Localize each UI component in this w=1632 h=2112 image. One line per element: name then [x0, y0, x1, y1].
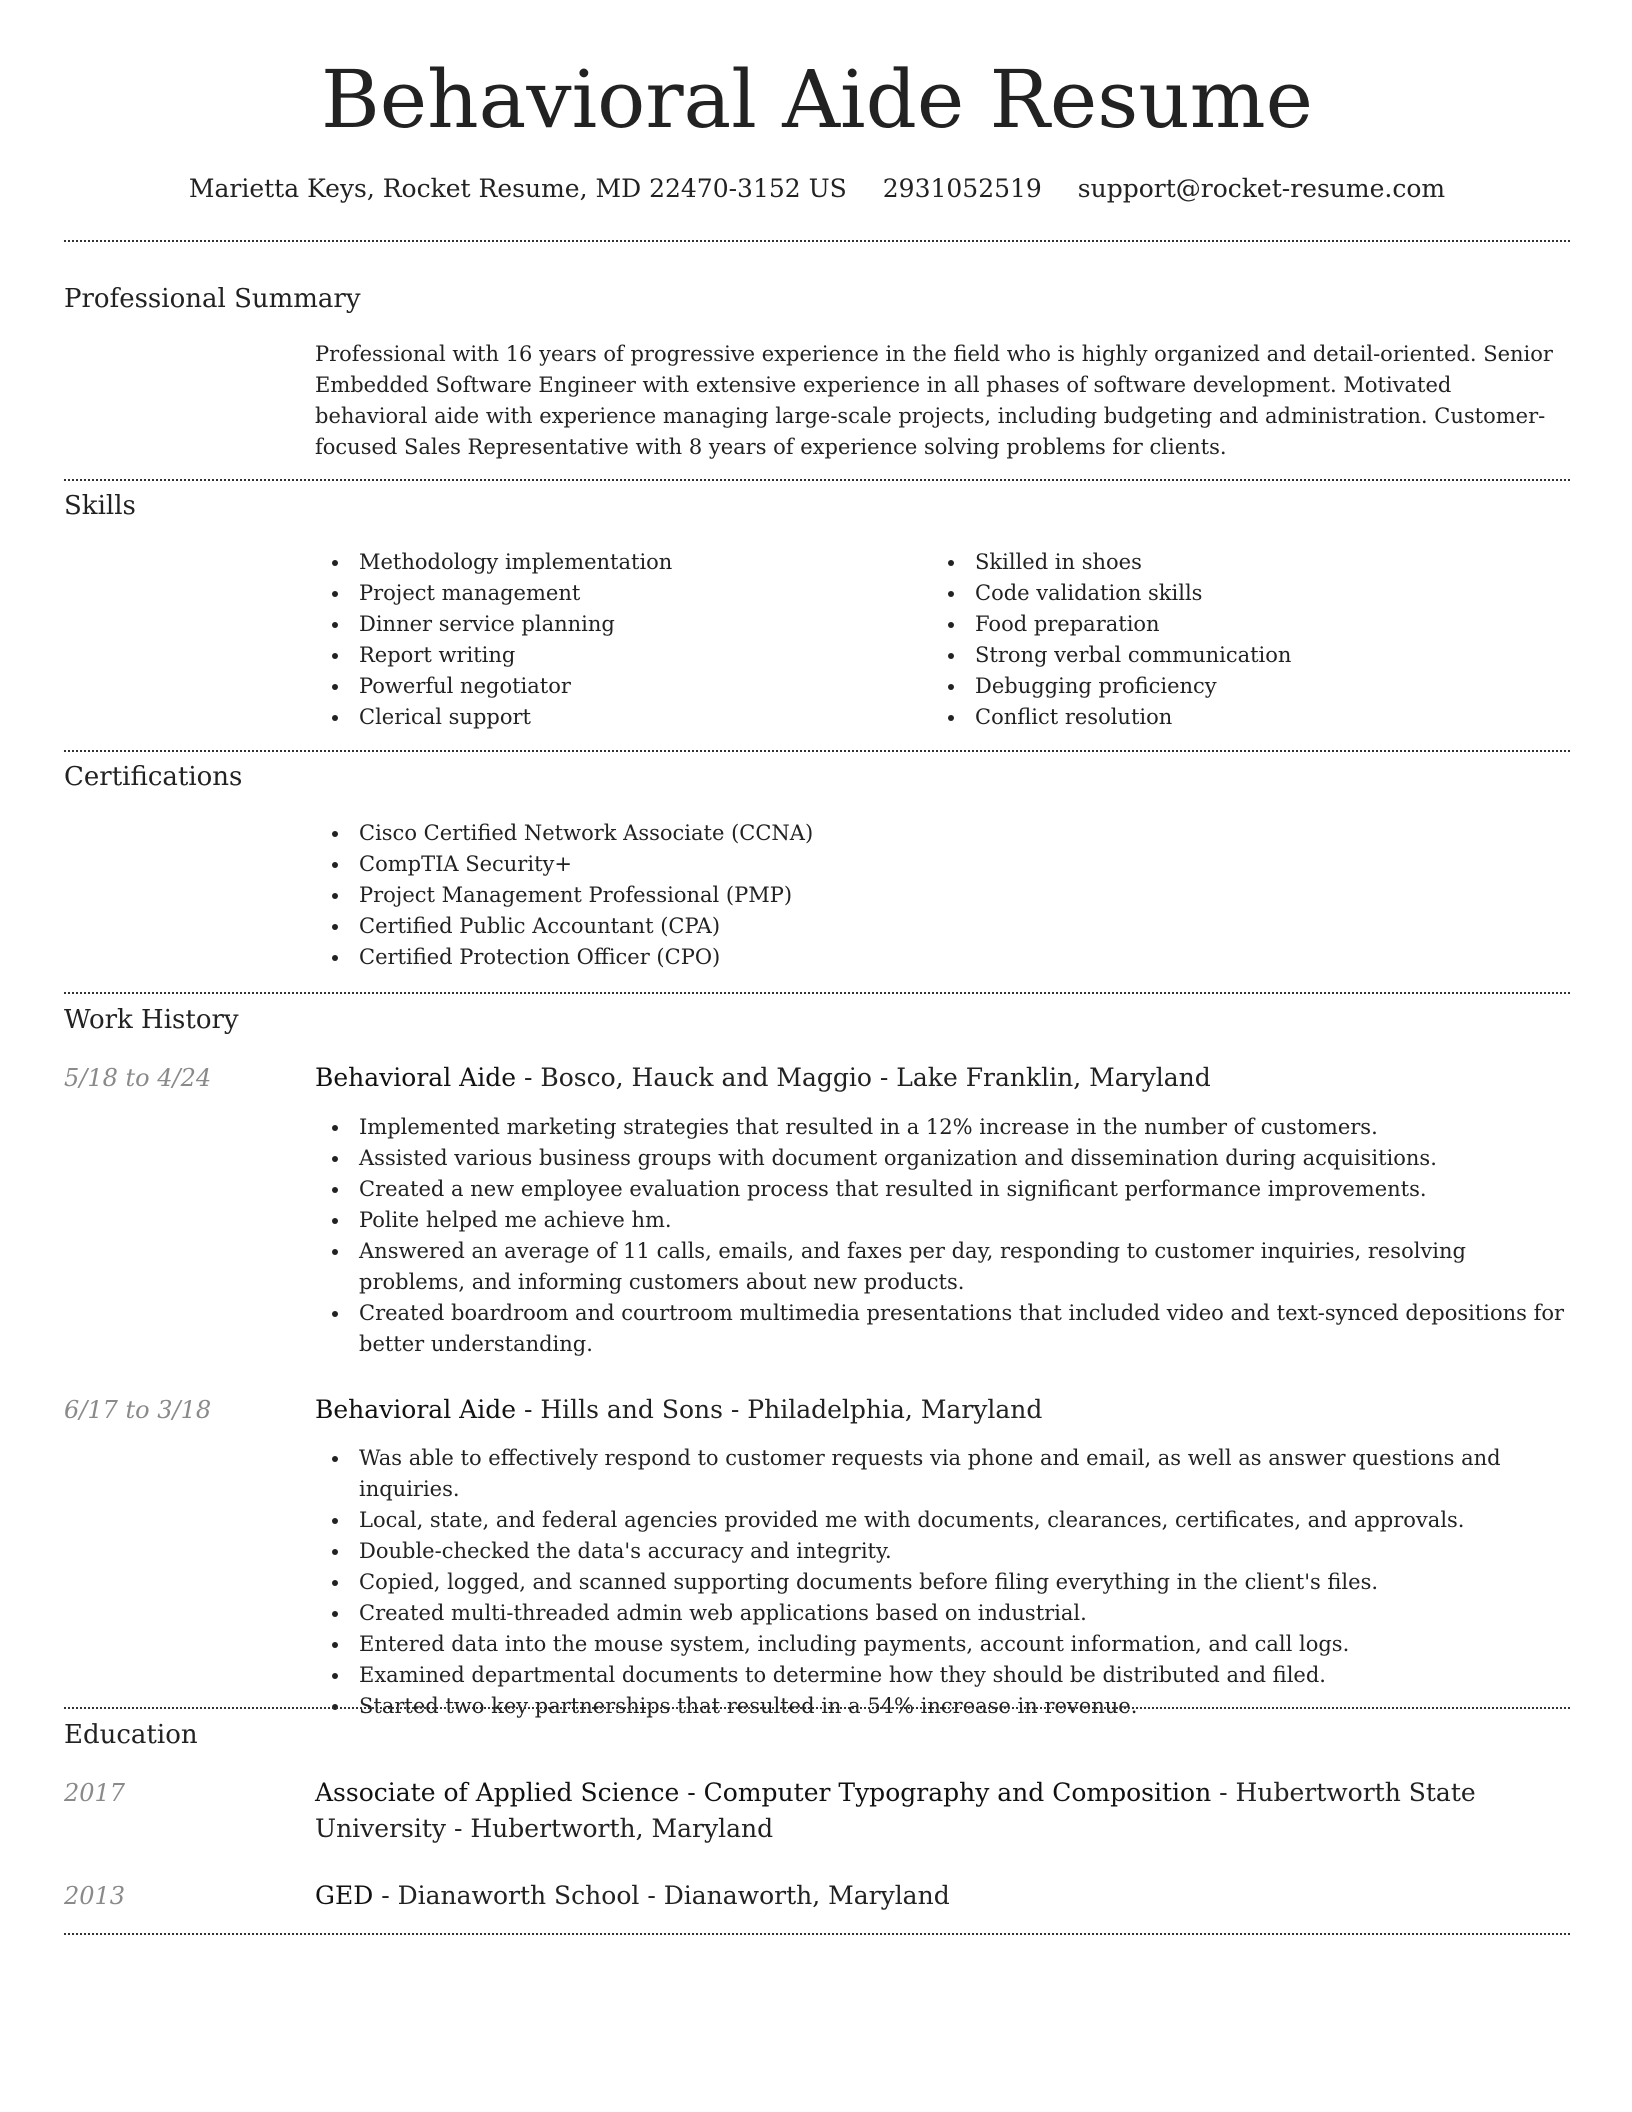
- contact-line: [64, 172, 1570, 206]
- education-entry: [315, 1775, 1570, 1847]
- skill-item: Strong verbal communication: [931, 640, 1531, 671]
- summary-heading: Professional Summary: [64, 284, 361, 314]
- job-bullet: Copied, logged, and scanned supporting documents before filing everything in the client's files.: [315, 1567, 1570, 1598]
- job-bullet: Implemented marketing strategies that resulted in a 12% increase in the number of customers.: [315, 1112, 1570, 1143]
- summary-text: Professional with 16 years of progressive experience in the field who is highly organized and detail-oriented. Senior Embedded Software Engineer with extensive experience in all phases of software development. Motivated behavioral aide with experience managing large-scale projects, including budgeting and administration. Customer-focused Sales Representative with 8 years of experience solving problems for clients.: [315, 342, 1553, 459]
- education-details: - Dianaworth School - Dianaworth, Maryland: [373, 1881, 950, 1910]
- skill-item: Code validation skills: [931, 578, 1531, 609]
- skill-item: Debugging proficiency: [931, 671, 1531, 702]
- skill-item: Report writing: [315, 640, 915, 671]
- job-details: - Hills and Sons - Philadelphia, Maryland: [516, 1395, 1043, 1424]
- skill-item: Powerful negotiator: [315, 671, 915, 702]
- job-bullet: Double-checked the data's accuracy and integrity.: [315, 1536, 1570, 1567]
- job-bullet: Created boardroom and courtroom multimedia presentations that included video and text-synced depositions for better understanding.: [315, 1298, 1570, 1360]
- skill-item: Dinner service planning: [315, 609, 915, 640]
- education-year: 2013: [64, 1882, 126, 1910]
- job-bullet: Started two key partnerships that resulted in a 54% increase in revenue.: [315, 1691, 1570, 1722]
- contact-address: Marietta Keys, Rocket Resume, MD 22470-3152 US: [188, 174, 847, 203]
- job-title: Behavioral Aide: [315, 1063, 516, 1092]
- job-bullet: Polite helped me achieve hm.: [315, 1205, 1570, 1236]
- education-year: 2017: [64, 1779, 126, 1807]
- job-bullet: Was able to effectively respond to customer requests via phone and email, as well as answer questions and inquiries.: [315, 1443, 1570, 1505]
- divider: [64, 750, 1570, 752]
- skills-right-column: [931, 547, 1531, 733]
- contact-phone: 2931052519: [882, 174, 1042, 203]
- certifications-list: [315, 818, 1565, 973]
- job-title: Behavioral Aide: [315, 1395, 516, 1424]
- education-details: - Hubertworth State University - Hubertworth, Maryland: [315, 1778, 1476, 1843]
- job-dates: 5/18 to 4/24: [64, 1064, 212, 1092]
- job-dates: 6/17 to 3/18: [64, 1396, 212, 1424]
- job-heading: [315, 1392, 1570, 1428]
- job-bullet: Assisted various business groups with document organization and dissemination during acquisitions.: [315, 1143, 1570, 1174]
- skill-item: Project management: [315, 578, 915, 609]
- skill-item: Clerical support: [315, 702, 915, 733]
- education-degree: Associate of Applied Science - Computer Typography and Composition: [315, 1778, 1212, 1807]
- contact-email: support@rocket-resume.com: [1077, 174, 1446, 203]
- divider: [64, 479, 1570, 481]
- certification-item: Certified Public Accountant (CPA): [315, 911, 1565, 942]
- job-bullet: Examined departmental documents to determine how they should be distributed and filed.: [315, 1660, 1570, 1691]
- divider: [64, 240, 1570, 242]
- certification-item: Project Management Professional (PMP): [315, 880, 1565, 911]
- skill-item: Conflict resolution: [931, 702, 1531, 733]
- job-details: - Bosco, Hauck and Maggio - Lake Franklin, Maryland: [516, 1063, 1211, 1092]
- job-heading: [315, 1060, 1570, 1096]
- job-bullet: Created a new employee evaluation process that resulted in significant performance improvements.: [315, 1174, 1570, 1205]
- skills-left-column: [315, 547, 915, 733]
- skills-heading: Skills: [64, 491, 136, 521]
- job-bullet: Entered data into the mouse system, including payments, account information, and call logs.: [315, 1629, 1570, 1660]
- skill-item: Food preparation: [931, 609, 1531, 640]
- certification-item: Certified Protection Officer (CPO): [315, 942, 1565, 973]
- job-bullets: [315, 1443, 1570, 1722]
- job-bullet: Answered an average of 11 calls, emails, and faxes per day, responding to customer inquiries, resolving problems, and informing customers about new products.: [315, 1236, 1570, 1298]
- job-bullets: [315, 1112, 1570, 1360]
- skill-item: Methodology implementation: [315, 547, 915, 578]
- certification-item: CompTIA Security+: [315, 849, 1565, 880]
- education-degree: GED: [315, 1881, 374, 1910]
- job-bullet: Local, state, and federal agencies provided me with documents, clearances, certificates, and approvals.: [315, 1505, 1570, 1536]
- education-heading: Education: [64, 1720, 198, 1750]
- certifications-heading: Certifications: [64, 762, 243, 792]
- certification-item: Cisco Certified Network Associate (CCNA): [315, 818, 1565, 849]
- divider: [64, 1933, 1570, 1935]
- work-heading: Work History: [64, 1005, 239, 1035]
- job-bullet: Created multi-threaded admin web applications based on industrial.: [315, 1598, 1570, 1629]
- resume-title: Behavioral Aide Resume: [321, 53, 1313, 146]
- skill-item: Skilled in shoes: [931, 547, 1531, 578]
- divider: [64, 1707, 1570, 1709]
- divider: [64, 992, 1570, 994]
- education-entry: [315, 1878, 1570, 1914]
